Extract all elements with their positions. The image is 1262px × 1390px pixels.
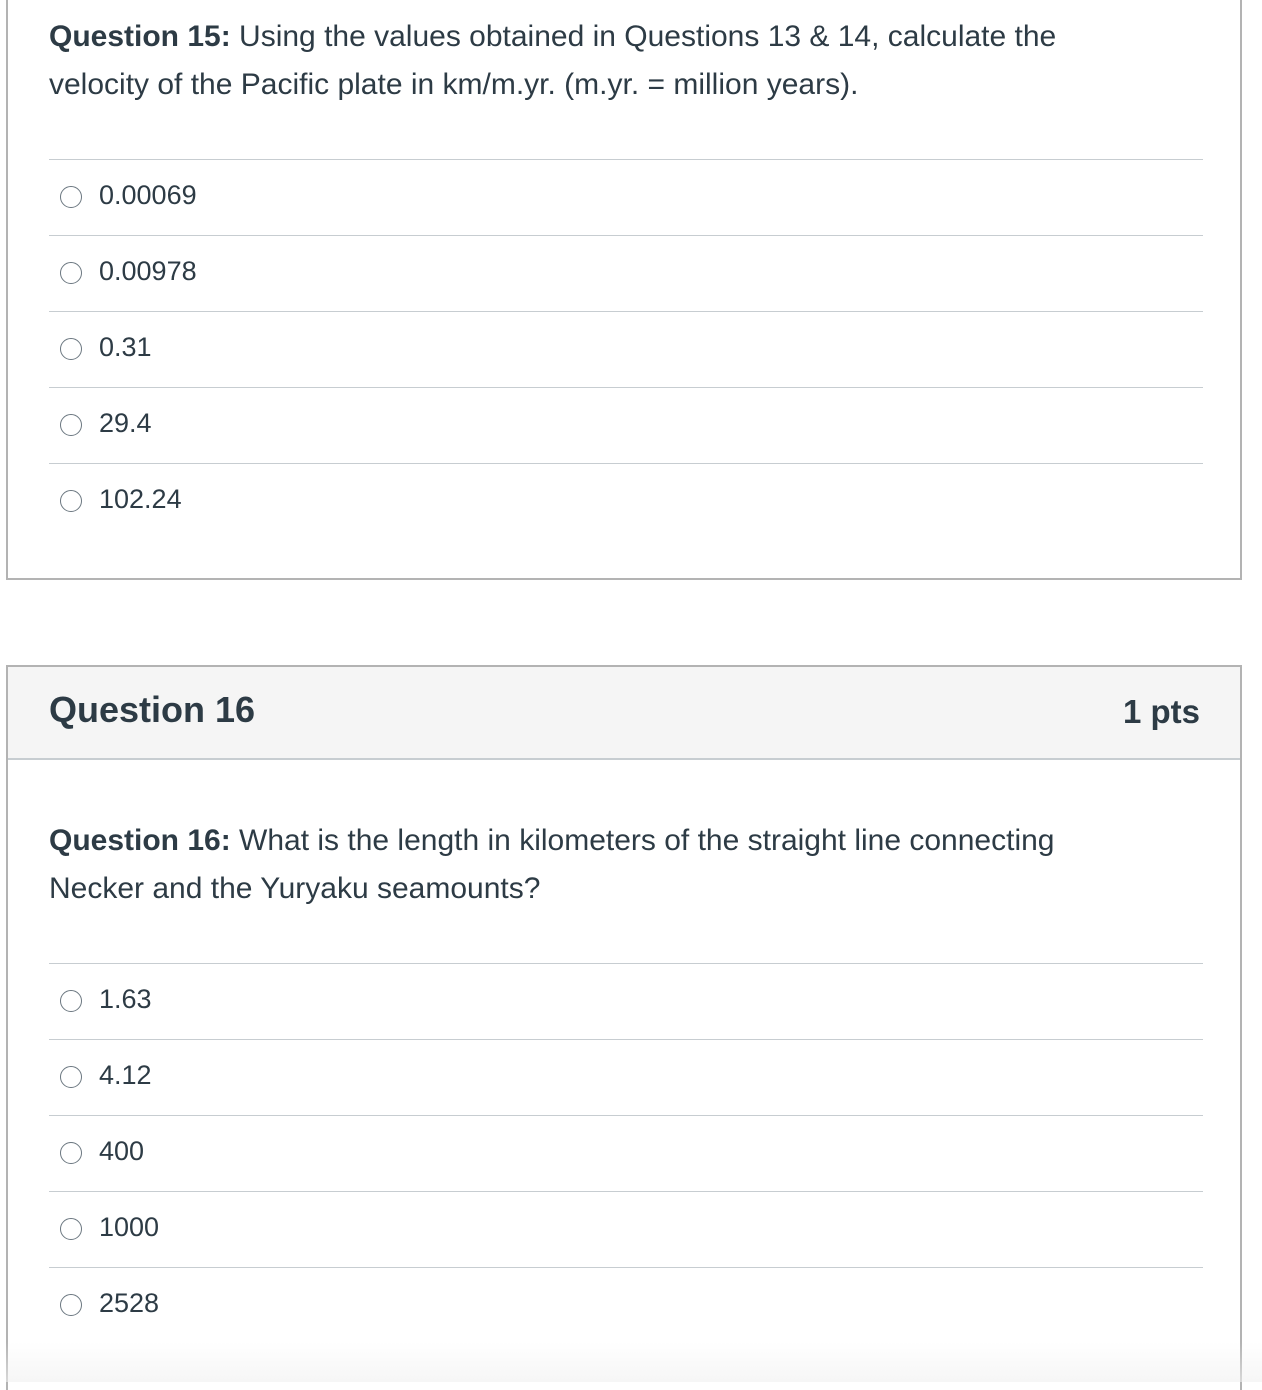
question-16-answers <box>49 963 1203 1343</box>
question-15-card <box>6 0 1242 580</box>
question-15-text <box>49 13 1149 109</box>
answer-option[interactable] <box>49 1192 1203 1268</box>
radio-button[interactable] <box>60 1294 82 1316</box>
question-title: Question 16 <box>49 689 256 730</box>
answer-label: 1.63 <box>99 984 152 1014</box>
answer-label: 0.31 <box>99 332 152 362</box>
answer-option[interactable] <box>49 312 1203 388</box>
question-15-prompt: Using the values obtained in Questions 13 & 14, calculate the velocity of the Pacific plate in km/m.yr. (m.yr. = million years). <box>49 20 1057 101</box>
answer-label: 400 <box>99 1136 145 1166</box>
question-16-header <box>8 667 1240 760</box>
question-15-label: Question 15: <box>49 20 231 53</box>
answer-label: 0.00069 <box>99 180 197 210</box>
answer-option[interactable] <box>49 1268 1203 1343</box>
answer-option[interactable] <box>49 964 1203 1040</box>
answer-option[interactable] <box>49 236 1203 312</box>
question-16-prompt: What is the length in kilometers of the straight line connecting Necker and the Yuryaku seamounts? <box>49 824 1055 905</box>
answer-option[interactable] <box>49 388 1203 464</box>
radio-button[interactable] <box>60 1218 82 1240</box>
answer-option[interactable] <box>49 464 1203 539</box>
question-16-label: Question 16: <box>49 824 231 857</box>
answer-label: 0.00978 <box>99 256 197 286</box>
radio-button[interactable] <box>60 414 82 436</box>
question-16-text <box>49 817 1149 913</box>
radio-button[interactable] <box>60 490 82 512</box>
answer-label: 2528 <box>99 1288 160 1318</box>
radio-button[interactable] <box>60 338 82 360</box>
answer-option[interactable] <box>49 1040 1203 1116</box>
answer-label: 1000 <box>99 1212 160 1242</box>
answer-option[interactable] <box>49 160 1203 236</box>
radio-button[interactable] <box>60 1142 82 1164</box>
radio-button[interactable] <box>60 186 82 208</box>
answer-label: 4.12 <box>99 1060 152 1090</box>
question-15-answers <box>49 159 1203 539</box>
radio-button[interactable] <box>60 990 82 1012</box>
answer-label: 29.4 <box>99 408 152 438</box>
question-points: 1 pts <box>1122 693 1200 730</box>
radio-button[interactable] <box>60 262 82 284</box>
question-16-card <box>6 665 1242 1390</box>
answer-option[interactable] <box>49 1116 1203 1192</box>
answer-label: 102.24 <box>99 484 182 514</box>
radio-button[interactable] <box>60 1066 82 1088</box>
